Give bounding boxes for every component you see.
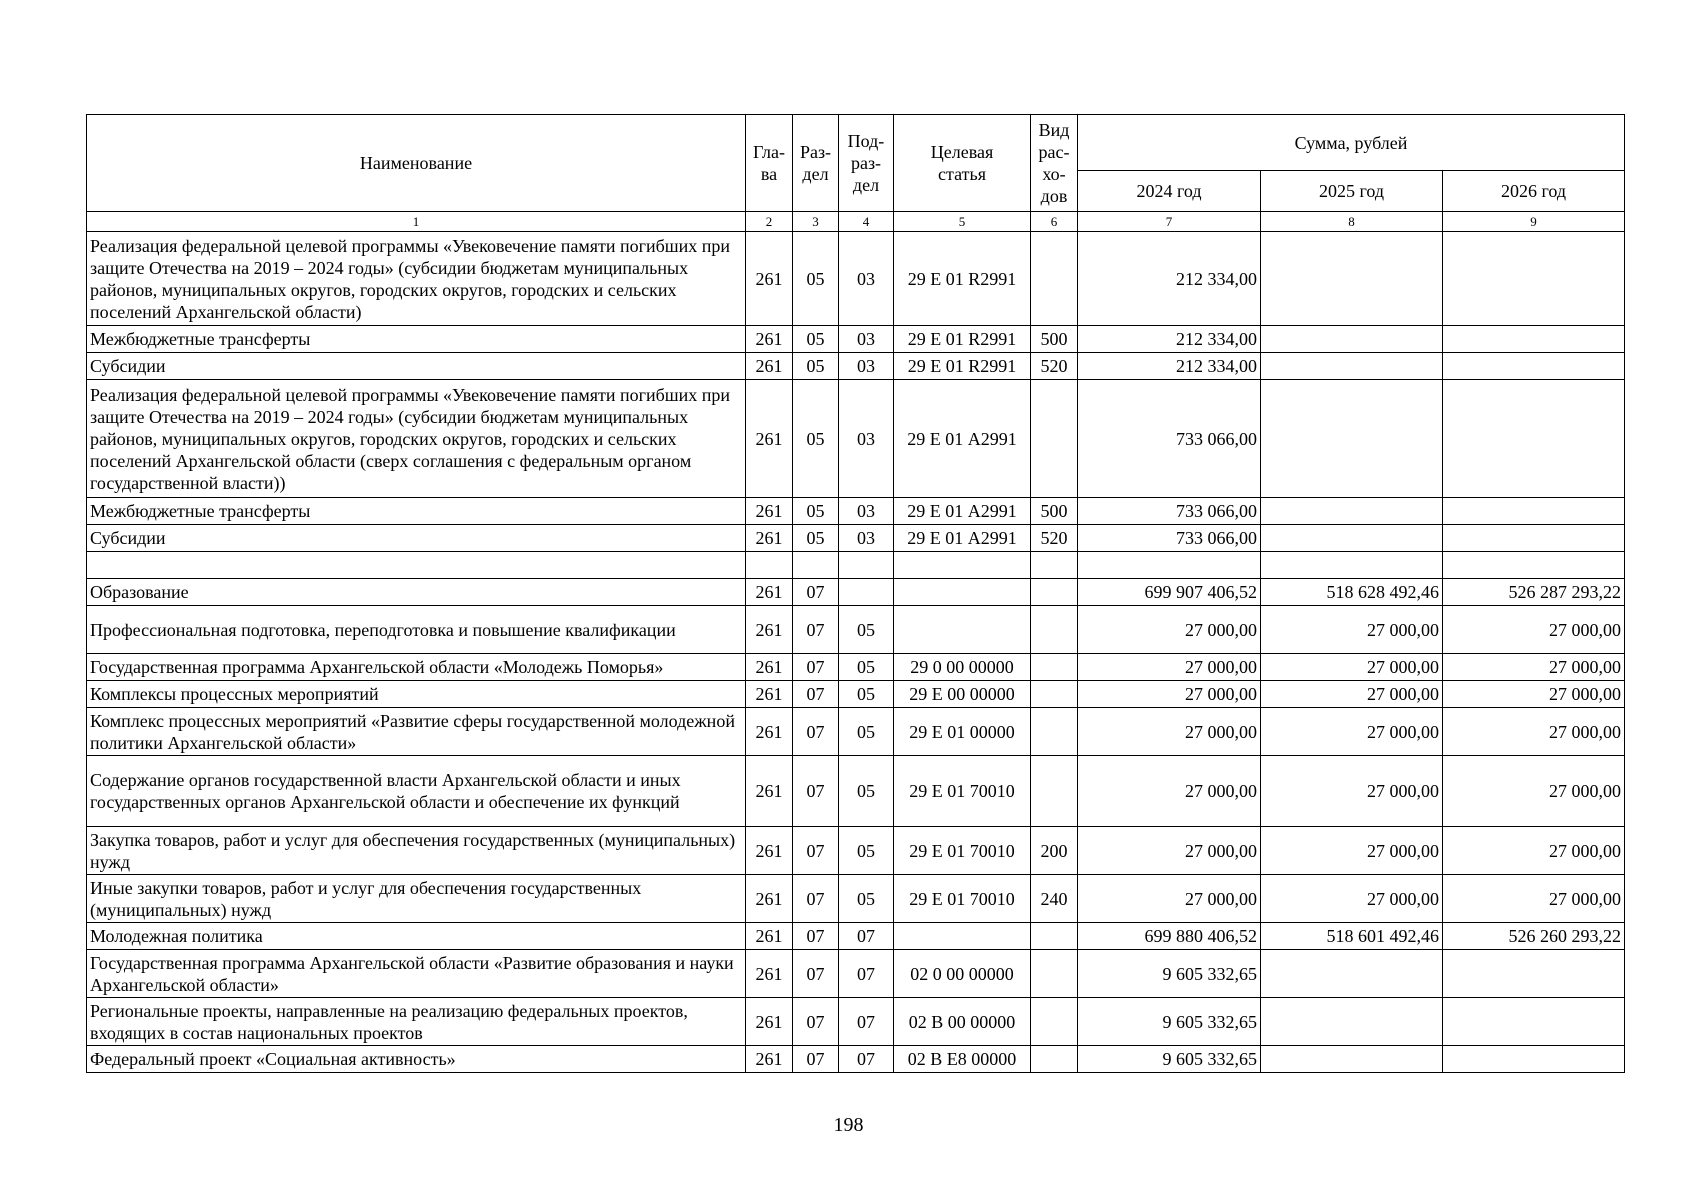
subsection-cell: 05: [839, 756, 894, 827]
column-number: 5: [894, 212, 1031, 232]
sum-2024-cell: [1078, 552, 1261, 579]
column-number: 8: [1261, 212, 1443, 232]
sum-2026-cell: [1443, 353, 1625, 380]
sum-2024-cell: 27 000,00: [1078, 681, 1261, 708]
sum-2025-cell: [1261, 380, 1443, 498]
sum-2024-cell: 27 000,00: [1078, 756, 1261, 827]
header-year-2026: 2026 год: [1443, 171, 1625, 212]
header-target-article: Целевая статья: [894, 115, 1031, 212]
sum-2024-cell: 733 066,00: [1078, 525, 1261, 552]
table-row: [87, 232, 1625, 326]
section-cell: 05: [793, 498, 839, 525]
table-row: [87, 681, 1625, 708]
expense-type-cell: 520: [1031, 353, 1078, 380]
table-row: [87, 875, 1625, 923]
section-cell: 05: [793, 232, 839, 326]
chapter-cell: 261: [746, 756, 793, 827]
header-sum: Сумма, рублей: [1078, 115, 1625, 171]
table-row: [87, 827, 1625, 875]
page-number: 198: [833, 1114, 864, 1136]
section-cell: 07: [793, 827, 839, 875]
chapter-cell: 261: [746, 606, 793, 654]
budget-table: [86, 114, 1625, 1073]
sum-2025-cell: [1261, 552, 1443, 579]
chapter-cell: 261: [746, 579, 793, 606]
section-cell: 05: [793, 525, 839, 552]
section-cell: [793, 552, 839, 579]
subsection-cell: 03: [839, 380, 894, 498]
table-row: [87, 552, 1625, 579]
sum-2025-cell: 27 000,00: [1261, 654, 1443, 681]
header-section: Раз- дел: [793, 115, 839, 212]
subsection-cell: 07: [839, 1046, 894, 1073]
column-number: 3: [793, 212, 839, 232]
expense-type-cell: [1031, 998, 1078, 1046]
section-cell: 07: [793, 654, 839, 681]
section-cell: 07: [793, 923, 839, 950]
expense-type-cell: [1031, 950, 1078, 998]
sum-2024-cell: 212 334,00: [1078, 353, 1261, 380]
sum-2026-cell: [1443, 498, 1625, 525]
sum-2025-cell: 27 000,00: [1261, 708, 1443, 756]
expense-type-cell: 500: [1031, 498, 1078, 525]
sum-2024-cell: 212 334,00: [1078, 232, 1261, 326]
section-cell: 05: [793, 380, 839, 498]
expense-type-cell: 500: [1031, 326, 1078, 353]
subsection-cell: [839, 552, 894, 579]
chapter-cell: 261: [746, 232, 793, 326]
subsection-cell: 03: [839, 326, 894, 353]
column-number: 4: [839, 212, 894, 232]
row-name: Субсидии: [87, 353, 746, 380]
row-name: Реализация федеральной целевой программы «Увековечение памяти погибших при защите Отечества на 2019 – 2024 годы» (субсидии бюджетам муниципальных районов, муниципальных округов, городских округов, городских и сельских поселений Архангельской области): [87, 232, 746, 326]
sum-2024-cell: 9 605 332,65: [1078, 1046, 1261, 1073]
sum-2024-cell: 27 000,00: [1078, 875, 1261, 923]
target-article-cell: 29 Е 00 00000: [894, 681, 1031, 708]
header-subsection: Под- раз- дел: [839, 115, 894, 212]
target-article-cell: 29 Е 01 А2991: [894, 525, 1031, 552]
table-row: [87, 654, 1625, 681]
section-cell: 07: [793, 606, 839, 654]
expense-type-cell: 200: [1031, 827, 1078, 875]
subsection-cell: 03: [839, 498, 894, 525]
sum-2025-cell: [1261, 498, 1443, 525]
column-number: 9: [1443, 212, 1625, 232]
section-cell: 07: [793, 579, 839, 606]
target-article-cell: [894, 606, 1031, 654]
row-name: Межбюджетные трансферты: [87, 326, 746, 353]
row-name: Содержание органов государственной власти Архангельской области и иных государственных органов Архангельской области и обеспечение их функций: [87, 756, 746, 827]
table-row: [87, 998, 1625, 1046]
sum-2024-cell: 212 334,00: [1078, 326, 1261, 353]
header-name: Наименование: [87, 115, 746, 212]
sum-2026-cell: 526 287 293,22: [1443, 579, 1625, 606]
header-chapter: Гла- ва: [746, 115, 793, 212]
table-row: [87, 498, 1625, 525]
chapter-cell: 261: [746, 923, 793, 950]
table-row: [87, 756, 1625, 827]
subsection-cell: 07: [839, 923, 894, 950]
sum-2024-cell: 9 605 332,65: [1078, 998, 1261, 1046]
sum-2024-cell: 699 880 406,52: [1078, 923, 1261, 950]
sum-2024-cell: 733 066,00: [1078, 498, 1261, 525]
section-cell: 07: [793, 756, 839, 827]
row-name: Государственная программа Архангельской области «Молодежь Поморья»: [87, 654, 746, 681]
sum-2024-cell: 9 605 332,65: [1078, 950, 1261, 998]
sum-2026-cell: 27 000,00: [1443, 708, 1625, 756]
sum-2026-cell: [1443, 525, 1625, 552]
sum-2026-cell: [1443, 950, 1625, 998]
section-cell: 05: [793, 326, 839, 353]
subsection-cell: 05: [839, 681, 894, 708]
sum-2026-cell: 27 000,00: [1443, 654, 1625, 681]
header-year-2024: 2024 год: [1078, 171, 1261, 212]
expense-type-cell: [1031, 681, 1078, 708]
table-row: [87, 606, 1625, 654]
column-number: 7: [1078, 212, 1261, 232]
expense-type-cell: [1031, 552, 1078, 579]
chapter-cell: 261: [746, 1046, 793, 1073]
sum-2026-cell: 27 000,00: [1443, 681, 1625, 708]
sum-2025-cell: 518 601 492,46: [1261, 923, 1443, 950]
sum-2026-cell: 27 000,00: [1443, 756, 1625, 827]
target-article-cell: 02 В Е8 00000: [894, 1046, 1031, 1073]
table-row: [87, 326, 1625, 353]
chapter-cell: 261: [746, 525, 793, 552]
target-article-cell: [894, 552, 1031, 579]
target-article-cell: [894, 579, 1031, 606]
chapter-cell: 261: [746, 950, 793, 998]
sum-2024-cell: 733 066,00: [1078, 380, 1261, 498]
sum-2026-cell: 526 260 293,22: [1443, 923, 1625, 950]
row-name: Межбюджетные трансферты: [87, 498, 746, 525]
expense-type-cell: [1031, 1046, 1078, 1073]
target-article-cell: 29 Е 01 R2991: [894, 353, 1031, 380]
subsection-cell: 07: [839, 998, 894, 1046]
chapter-cell: 261: [746, 998, 793, 1046]
target-article-cell: 29 Е 01 А2991: [894, 380, 1031, 498]
sum-2026-cell: [1443, 552, 1625, 579]
row-name: Федеральный проект «Социальная активность»: [87, 1046, 746, 1073]
table-row: [87, 380, 1625, 498]
row-name: Комплексы процессных мероприятий: [87, 681, 746, 708]
section-cell: 07: [793, 681, 839, 708]
target-article-cell: [894, 923, 1031, 950]
section-cell: 07: [793, 1046, 839, 1073]
table-row: [87, 353, 1625, 380]
subsection-cell: 05: [839, 606, 894, 654]
expense-type-cell: [1031, 606, 1078, 654]
chapter-cell: 261: [746, 326, 793, 353]
sum-2026-cell: [1443, 232, 1625, 326]
subsection-cell: 05: [839, 708, 894, 756]
target-article-cell: 29 Е 01 70010: [894, 756, 1031, 827]
target-article-cell: 29 Е 01 00000: [894, 708, 1031, 756]
sum-2025-cell: [1261, 353, 1443, 380]
section-cell: 07: [793, 875, 839, 923]
subsection-cell: 05: [839, 827, 894, 875]
sum-2024-cell: 27 000,00: [1078, 654, 1261, 681]
target-article-cell: 29 Е 01 А2991: [894, 498, 1031, 525]
section-cell: 07: [793, 708, 839, 756]
sum-2025-cell: 27 000,00: [1261, 606, 1443, 654]
header-expense-type: Вид рас- хо- дов: [1031, 115, 1078, 212]
column-number: 2: [746, 212, 793, 232]
sum-2025-cell: [1261, 326, 1443, 353]
sum-2025-cell: 27 000,00: [1261, 875, 1443, 923]
subsection-cell: 05: [839, 875, 894, 923]
expense-type-cell: [1031, 232, 1078, 326]
expense-type-cell: [1031, 923, 1078, 950]
subsection-cell: 03: [839, 232, 894, 326]
target-article-cell: 02 0 00 00000: [894, 950, 1031, 998]
sum-2026-cell: 27 000,00: [1443, 827, 1625, 875]
sum-2025-cell: [1261, 232, 1443, 326]
table-row: [87, 923, 1625, 950]
chapter-cell: 261: [746, 498, 793, 525]
expense-type-cell: [1031, 654, 1078, 681]
subsection-cell: 07: [839, 950, 894, 998]
sum-2025-cell: 27 000,00: [1261, 827, 1443, 875]
row-name: Субсидии: [87, 525, 746, 552]
chapter-cell: 261: [746, 654, 793, 681]
chapter-cell: 261: [746, 681, 793, 708]
row-name: Образование: [87, 579, 746, 606]
target-article-cell: 02 В 00 00000: [894, 998, 1031, 1046]
sum-2024-cell: 699 907 406,52: [1078, 579, 1261, 606]
sum-2026-cell: 27 000,00: [1443, 875, 1625, 923]
chapter-cell: 261: [746, 875, 793, 923]
table-row: [87, 579, 1625, 606]
column-number: 1: [87, 212, 746, 232]
target-article-cell: 29 Е 01 70010: [894, 827, 1031, 875]
chapter-cell: 261: [746, 708, 793, 756]
row-name: Региональные проекты, направленные на реализацию федеральных проектов, входящих в состав национальных проектов: [87, 998, 746, 1046]
expense-type-cell: 520: [1031, 525, 1078, 552]
sum-2025-cell: 27 000,00: [1261, 756, 1443, 827]
chapter-cell: 261: [746, 827, 793, 875]
row-name: [87, 552, 746, 579]
row-name: Иные закупки товаров, работ и услуг для обеспечения государственных (муниципальных) нужд: [87, 875, 746, 923]
target-article-cell: 29 Е 01 R2991: [894, 232, 1031, 326]
chapter-cell: 261: [746, 380, 793, 498]
sum-2024-cell: 27 000,00: [1078, 827, 1261, 875]
row-name: Комплекс процессных мероприятий «Развитие сферы государственной молодежной политики Архангельской области»: [87, 708, 746, 756]
target-article-cell: 29 0 00 00000: [894, 654, 1031, 681]
subsection-cell: [839, 579, 894, 606]
target-article-cell: 29 Е 01 70010: [894, 875, 1031, 923]
expense-type-cell: [1031, 380, 1078, 498]
table-row: [87, 525, 1625, 552]
column-number: 6: [1031, 212, 1078, 232]
chapter-cell: [746, 552, 793, 579]
table-row: [87, 1046, 1625, 1073]
chapter-cell: 261: [746, 353, 793, 380]
sum-2025-cell: [1261, 998, 1443, 1046]
section-cell: 07: [793, 998, 839, 1046]
table-row: [87, 950, 1625, 998]
row-name: Молодежная политика: [87, 923, 746, 950]
row-name: Профессиональная подготовка, переподготовка и повышение квалификации: [87, 606, 746, 654]
row-name: Государственная программа Архангельской области «Развитие образования и науки Архангельской области»: [87, 950, 746, 998]
sum-2025-cell: [1261, 525, 1443, 552]
row-name: Реализация федеральной целевой программы «Увековечение памяти погибших при защите Отечества на 2019 – 2024 годы» (субсидии бюджетам муниципальных районов, муниципальных округов, городских округов, городских и сельских поселений Архангельской области (сверх соглашения с федеральным органом государственной власти)): [87, 380, 746, 498]
row-name: Закупка товаров, работ и услуг для обеспечения государственных (муниципальных) нужд: [87, 827, 746, 875]
table-row: [87, 708, 1625, 756]
sum-2025-cell: [1261, 1046, 1443, 1073]
section-cell: 05: [793, 353, 839, 380]
header-year-2025: 2025 год: [1261, 171, 1443, 212]
section-cell: 07: [793, 950, 839, 998]
sum-2026-cell: 27 000,00: [1443, 606, 1625, 654]
sum-2026-cell: [1443, 1046, 1625, 1073]
expense-type-cell: 240: [1031, 875, 1078, 923]
sum-2024-cell: 27 000,00: [1078, 606, 1261, 654]
sum-2025-cell: [1261, 950, 1443, 998]
subsection-cell: 03: [839, 353, 894, 380]
expense-type-cell: [1031, 579, 1078, 606]
target-article-cell: 29 Е 01 R2991: [894, 326, 1031, 353]
sum-2025-cell: 518 628 492,46: [1261, 579, 1443, 606]
sum-2025-cell: 27 000,00: [1261, 681, 1443, 708]
subsection-cell: 05: [839, 654, 894, 681]
expense-type-cell: [1031, 708, 1078, 756]
sum-2026-cell: [1443, 998, 1625, 1046]
subsection-cell: 03: [839, 525, 894, 552]
sum-2026-cell: [1443, 326, 1625, 353]
sum-2024-cell: 27 000,00: [1078, 708, 1261, 756]
expense-type-cell: [1031, 756, 1078, 827]
sum-2026-cell: [1443, 380, 1625, 498]
